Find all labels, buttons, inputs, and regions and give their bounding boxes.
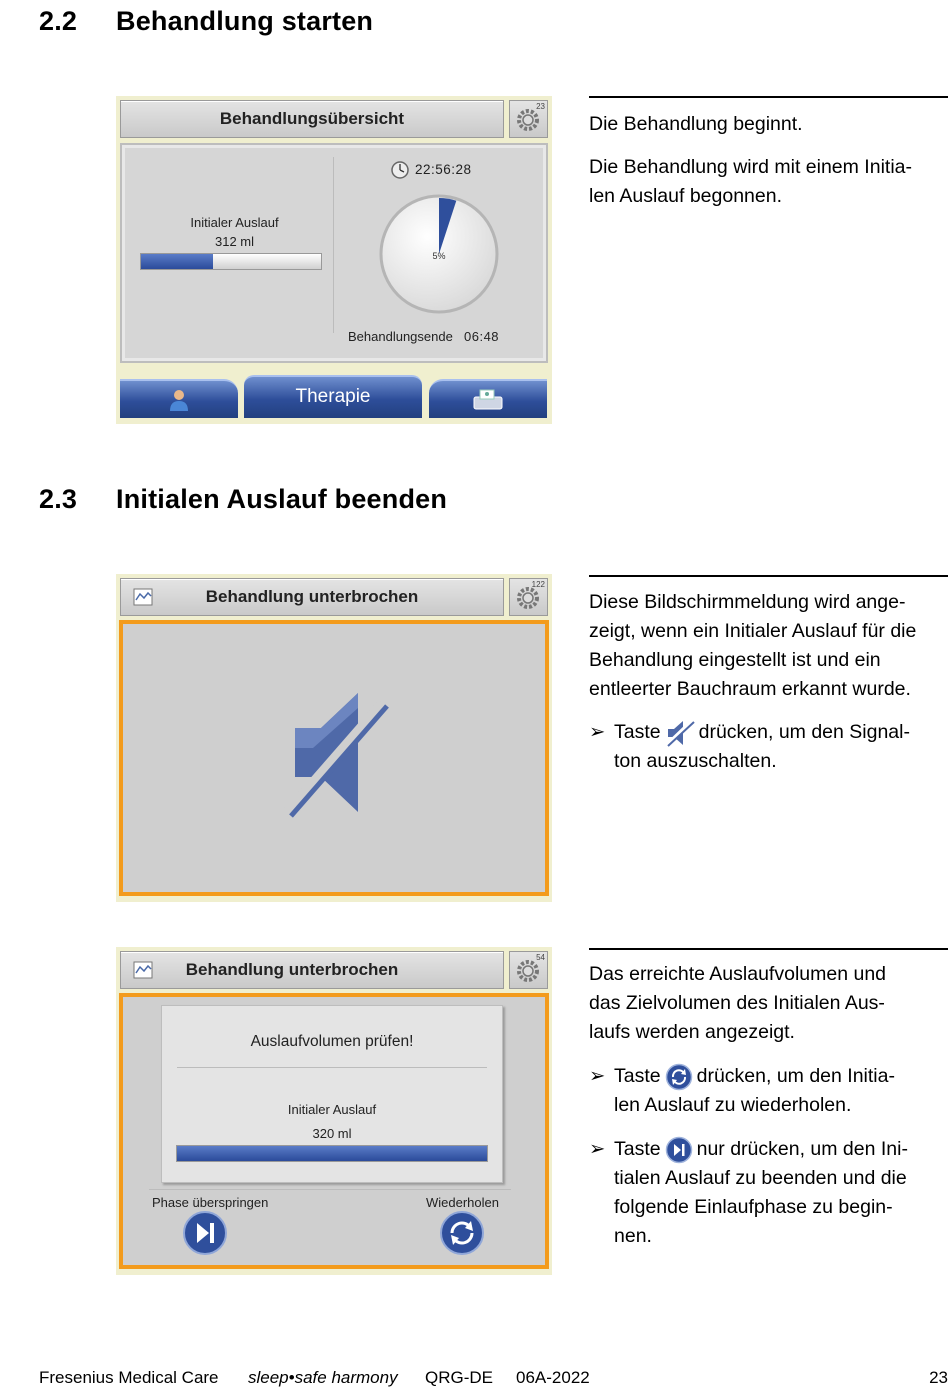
clock-time: 22:56:28 bbox=[415, 162, 472, 177]
dialog-title: Auslaufvolumen prüfen! bbox=[250, 1033, 414, 1050]
dialog-divider bbox=[177, 1067, 487, 1068]
mute-icon bbox=[665, 719, 695, 747]
overview-panel bbox=[120, 143, 548, 363]
phase-progress-bar bbox=[176, 1145, 488, 1162]
user-icon bbox=[169, 389, 189, 411]
clock-icon bbox=[390, 160, 410, 180]
footer-version: 06A-2022 bbox=[516, 1368, 590, 1387]
button-area-divider bbox=[149, 1189, 511, 1190]
alert-panel bbox=[119, 620, 549, 896]
divider-rule bbox=[589, 948, 948, 950]
settings-button[interactable] bbox=[509, 100, 548, 138]
phase-volume: 320 ml bbox=[312, 1126, 352, 1141]
screen-title: Behandlung unterbrochen bbox=[120, 578, 504, 616]
settings-button[interactable] bbox=[509, 951, 548, 989]
progress-fill bbox=[141, 254, 213, 269]
step-arrow: ➢ bbox=[589, 1138, 606, 1160]
section-number: 2.3 bbox=[39, 484, 78, 514]
screen-id: 122 bbox=[531, 580, 545, 589]
end-time: 06:48 bbox=[464, 329, 500, 344]
end-label: Behandlungsende bbox=[348, 329, 453, 344]
panel-divider bbox=[333, 157, 334, 333]
paragraph-volume-info: Das erreichte Auslaufvolumen und das Zielvolumen des Initialen Aus- laufs werden angezeigt. bbox=[589, 963, 887, 1043]
phase-label: Initialer Auslauf bbox=[190, 215, 279, 230]
screen-id: 23 bbox=[536, 102, 545, 111]
phase-volume: 312 ml bbox=[214, 234, 255, 249]
footer-page-number: 23 bbox=[929, 1368, 948, 1387]
chart-icon bbox=[133, 961, 153, 979]
section-heading-2-2 bbox=[39, 6, 639, 42]
footer-company: Fresenius Medical Care bbox=[39, 1368, 219, 1387]
progress-fill bbox=[177, 1146, 487, 1161]
section-number: 2.2 bbox=[39, 6, 78, 36]
device-button[interactable] bbox=[429, 379, 547, 418]
repeat-icon[interactable] bbox=[439, 1210, 485, 1256]
screen-title: Behandlungsübersicht bbox=[120, 100, 504, 138]
device-icon bbox=[470, 389, 506, 411]
skip-icon[interactable] bbox=[182, 1210, 228, 1256]
skip-icon bbox=[665, 1136, 693, 1164]
gear-icon bbox=[510, 579, 547, 615]
device-screen-interrupted-volume bbox=[116, 947, 552, 1275]
repeat-icon bbox=[665, 1063, 693, 1091]
screen-id: 54 bbox=[536, 953, 545, 962]
patient-button[interactable] bbox=[120, 379, 238, 418]
therapy-button[interactable]: Therapie bbox=[244, 375, 422, 418]
divider-rule bbox=[589, 575, 948, 577]
step-arrow: ➢ bbox=[589, 721, 606, 743]
pie-percent-label: 5% bbox=[432, 251, 446, 261]
paragraph-treatment-begins: Die Behandlung beginnt. bbox=[589, 113, 803, 135]
mute-icon[interactable] bbox=[283, 688, 393, 818]
progress-pie bbox=[377, 192, 501, 316]
chart-icon bbox=[133, 588, 153, 606]
paragraph-message-info: Diese Bildschirmmeldung wird ange- zeigt, wenn ein Initialer Auslauf für die Behandlung eingestellt ist und ein entleerter Bauchraum erkannt wurde. bbox=[589, 591, 917, 700]
footer-doc: QRG-DE bbox=[425, 1368, 493, 1387]
section-title: Initialen Auslauf beenden bbox=[116, 484, 448, 514]
skip-label: Phase überspringen bbox=[152, 1195, 269, 1210]
section-title: Behandlung starten bbox=[116, 6, 374, 36]
section-heading-2-3 bbox=[39, 484, 639, 520]
divider-rule bbox=[589, 96, 948, 98]
gear-icon bbox=[510, 101, 547, 137]
repeat-label: Wiederholen bbox=[426, 1195, 499, 1210]
phase-label: Initialer Auslauf bbox=[287, 1102, 377, 1117]
screen-title: Behandlung unterbrochen bbox=[120, 951, 504, 989]
paragraph-initial-drain: Die Behandlung wird mit einem Initia- len Auslauf begonnen. bbox=[589, 156, 912, 207]
step-repeat: ➢ Taste drücken, um den Initia- len Auslauf zu wiederholen. bbox=[589, 1062, 950, 1120]
device-screen-overview bbox=[116, 96, 552, 424]
step-skip: ➢ Taste nur drücken, um den Ini- tialen Auslauf zu beenden und die folgende Einlaufphase zu begin- nen. bbox=[589, 1135, 950, 1251]
phase-progress-bar bbox=[140, 253, 322, 270]
footer-product: sleep•safe harmony bbox=[248, 1368, 398, 1387]
step-arrow: ➢ bbox=[589, 1065, 606, 1087]
device-screen-interrupted-mute bbox=[116, 574, 552, 902]
gear-icon bbox=[510, 952, 547, 988]
alert-panel bbox=[119, 993, 549, 1269]
settings-button[interactable] bbox=[509, 578, 548, 616]
dialog-box bbox=[161, 1005, 503, 1183]
step-mute: ➢ Taste drücken, um den Signal- ton auszuschalten. bbox=[589, 718, 950, 776]
